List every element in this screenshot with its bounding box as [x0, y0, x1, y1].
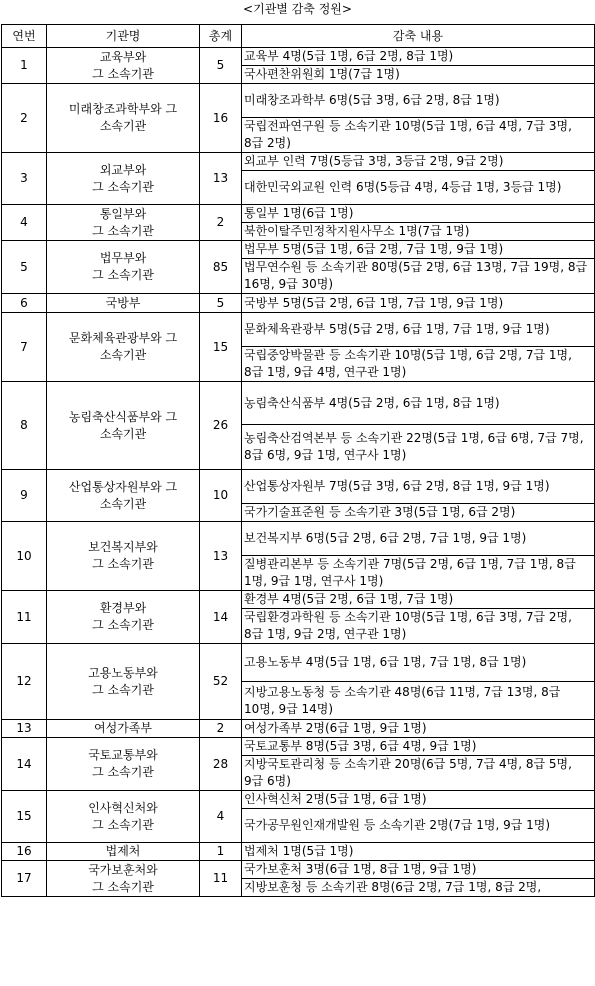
reduction-detail: 법무부 5명(5급 1명, 6급 2명, 7급 1명, 9급 1명) — [242, 241, 595, 259]
agency-name: 법제처 — [47, 843, 200, 861]
row-number: 8 — [2, 382, 47, 470]
total-count: 5 — [200, 48, 242, 84]
total-count: 15 — [200, 313, 242, 382]
agency-name: 법무부와 그 소속기관 — [47, 241, 200, 294]
table-row — [2, 470, 595, 504]
row-number: 11 — [2, 591, 47, 644]
agency-name: 국가보훈처와 그 소속기관 — [47, 861, 200, 897]
total-count: 5 — [200, 294, 242, 313]
row-number: 5 — [2, 241, 47, 294]
total-count: 28 — [200, 738, 242, 791]
agency-name: 통일부와 그 소속기관 — [47, 205, 200, 241]
total-count: 26 — [200, 382, 242, 470]
reduction-detail: 지방고용노동청 등 소속기관 48명(6급 11명, 7급 13명, 8급 10명, 9급 14명) — [242, 682, 595, 720]
reduction-detail: 인사혁신처 2명(5급 1명, 6급 1명) — [242, 791, 595, 809]
reduction-table — [1, 24, 595, 897]
agency-name: 환경부와 그 소속기관 — [47, 591, 200, 644]
row-number: 3 — [2, 153, 47, 205]
reduction-detail: 농림축산식품부 4명(5급 2명, 6급 1명, 8급 1명) — [242, 382, 595, 425]
row-number: 9 — [2, 470, 47, 522]
header-org: 기관명 — [47, 25, 200, 48]
total-count: 4 — [200, 791, 242, 843]
reduction-detail: 국립중앙박물관 등 소속기관 10명(5급 1명, 6급 2명, 7급 1명, 8급 1명, 9급 4명, 연구관 1명) — [242, 347, 595, 382]
table-title: <기관별 감축 정원> — [243, 2, 352, 16]
total-count: 2 — [200, 205, 242, 241]
reduction-detail: 문화체육관광부 5명(5급 2명, 6급 1명, 7급 1명, 9급 1명) — [242, 313, 595, 347]
agency-name: 고용노동부와 그 소속기관 — [47, 644, 200, 720]
table-row — [2, 861, 595, 879]
row-number: 14 — [2, 738, 47, 791]
header-no: 연번 — [2, 25, 47, 48]
table-row — [2, 644, 595, 682]
table-row — [2, 84, 595, 118]
total-count: 11 — [200, 861, 242, 897]
reduction-detail: 고용노동부 4명(5급 1명, 6급 1명, 7급 1명, 8급 1명) — [242, 644, 595, 682]
agency-name: 국토교통부와 그 소속기관 — [47, 738, 200, 791]
total-count: 13 — [200, 522, 242, 591]
agency-name: 교육부와 그 소속기관 — [47, 48, 200, 84]
row-number: 10 — [2, 522, 47, 591]
reduction-detail: 질병관리본부 등 소속기관 7명(5급 2명, 6급 1명, 7급 1명, 8급 1명, 9급 1명, 연구사 1명) — [242, 556, 595, 591]
table-row — [2, 294, 595, 313]
reduction-detail: 국립환경과학원 등 소속기관 10명(5급 1명, 6급 3명, 7급 2명, 8급 1명, 9급 2명, 연구관 1명) — [242, 609, 595, 644]
row-number: 17 — [2, 861, 47, 897]
reduction-detail: 산업통상자원부 7명(5급 3명, 6급 2명, 8급 1명, 9급 1명) — [242, 470, 595, 504]
reduction-detail: 여성가족부 2명(6급 1명, 9급 1명) — [242, 720, 595, 738]
table-body — [2, 48, 595, 897]
agency-name: 보건복지부와 그 소속기관 — [47, 522, 200, 591]
reduction-detail: 국가기술표준원 등 소속기관 3명(5급 1명, 6급 2명) — [242, 504, 595, 522]
total-count: 10 — [200, 470, 242, 522]
total-count: 1 — [200, 843, 242, 861]
row-number: 1 — [2, 48, 47, 84]
total-count: 13 — [200, 153, 242, 205]
reduction-detail: 법제처 1명(5급 1명) — [242, 843, 595, 861]
agency-name: 인사혁신처와 그 소속기관 — [47, 791, 200, 843]
table-row — [2, 153, 595, 171]
header-details: 감축 내용 — [242, 25, 595, 48]
row-number: 12 — [2, 644, 47, 720]
total-count: 2 — [200, 720, 242, 738]
reduction-detail: 농림축산검역본부 등 소속기관 22명(5급 1명, 6급 6명, 7급 7명, 8급 6명, 9급 1명, 연구사 1명) — [242, 425, 595, 470]
table-row — [2, 738, 595, 756]
agency-name: 국방부 — [47, 294, 200, 313]
agency-name: 문화체육관광부와 그 소속기관 — [47, 313, 200, 382]
table-row — [2, 205, 595, 223]
total-count: 85 — [200, 241, 242, 294]
reduction-detail: 통일부 1명(6급 1명) — [242, 205, 595, 223]
table-row — [2, 591, 595, 609]
table-row — [2, 241, 595, 259]
row-number: 15 — [2, 791, 47, 843]
reduction-detail: 지방국토관리청 등 소속기관 20명(6급 5명, 7급 4명, 8급 5명, 9급 6명) — [242, 756, 595, 791]
table-row — [2, 382, 595, 425]
table-row — [2, 843, 595, 861]
row-number: 2 — [2, 84, 47, 153]
reduction-detail: 미래창조과학부 6명(5급 3명, 6급 2명, 8급 1명) — [242, 84, 595, 118]
reduction-detail: 보건복지부 6명(5급 2명, 6급 2명, 7급 1명, 9급 1명) — [242, 522, 595, 556]
reduction-detail: 지방보훈청 등 소속기관 8명(6급 2명, 7급 1명, 8급 2명, — [242, 879, 595, 897]
agency-name: 외교부와 그 소속기관 — [47, 153, 200, 205]
reduction-detail: 환경부 4명(5급 2명, 6급 1명, 7급 1명) — [242, 591, 595, 609]
reduction-detail: 국방부 5명(5급 2명, 6급 1명, 7급 1명, 9급 1명) — [242, 294, 595, 313]
reduction-detail: 국토교통부 8명(5급 3명, 6급 4명, 9급 1명) — [242, 738, 595, 756]
agency-name: 미래창조과학부와 그 소속기관 — [47, 84, 200, 153]
table-row — [2, 313, 595, 347]
reduction-detail: 대한민국외교원 인력 6명(5등급 4명, 4등급 1명, 3등급 1명) — [242, 171, 595, 205]
reduction-detail: 국립전파연구원 등 소속기관 10명(5급 1명, 6급 4명, 7급 3명, 8급 2명) — [242, 118, 595, 153]
total-count: 14 — [200, 591, 242, 644]
row-number: 13 — [2, 720, 47, 738]
table-row — [2, 720, 595, 738]
table-row — [2, 522, 595, 556]
total-count: 16 — [200, 84, 242, 153]
reduction-detail: 교육부 4명(5급 1명, 6급 2명, 8급 1명) — [242, 48, 595, 66]
table-row — [2, 48, 595, 66]
row-number: 7 — [2, 313, 47, 382]
reduction-detail: 국가공무원인재개발원 등 소속기관 2명(7급 1명, 9급 1명) — [242, 809, 595, 843]
agency-name: 산업통상자원부와 그 소속기관 — [47, 470, 200, 522]
total-count: 52 — [200, 644, 242, 720]
reduction-detail: 북한이탈주민정착지원사무소 1명(7급 1명) — [242, 223, 595, 241]
agency-name: 여성가족부 — [47, 720, 200, 738]
row-number: 4 — [2, 205, 47, 241]
reduction-detail: 국가보훈처 3명(6급 1명, 8급 1명, 9급 1명) — [242, 861, 595, 879]
header-total: 총계 — [200, 25, 242, 48]
row-number: 6 — [2, 294, 47, 313]
reduction-detail: 법무연수원 등 소속기관 80명(5급 2명, 6급 13명, 7급 19명, 8급 16명, 9급 30명) — [242, 259, 595, 294]
row-number: 16 — [2, 843, 47, 861]
reduction-detail: 외교부 인력 7명(5등급 3명, 3등급 2명, 9급 2명) — [242, 153, 595, 171]
header-row — [2, 25, 595, 48]
reduction-detail: 국사편찬위원회 1명(7급 1명) — [242, 66, 595, 84]
table-row — [2, 791, 595, 809]
agency-name: 농림축산식품부와 그 소속기관 — [47, 382, 200, 470]
